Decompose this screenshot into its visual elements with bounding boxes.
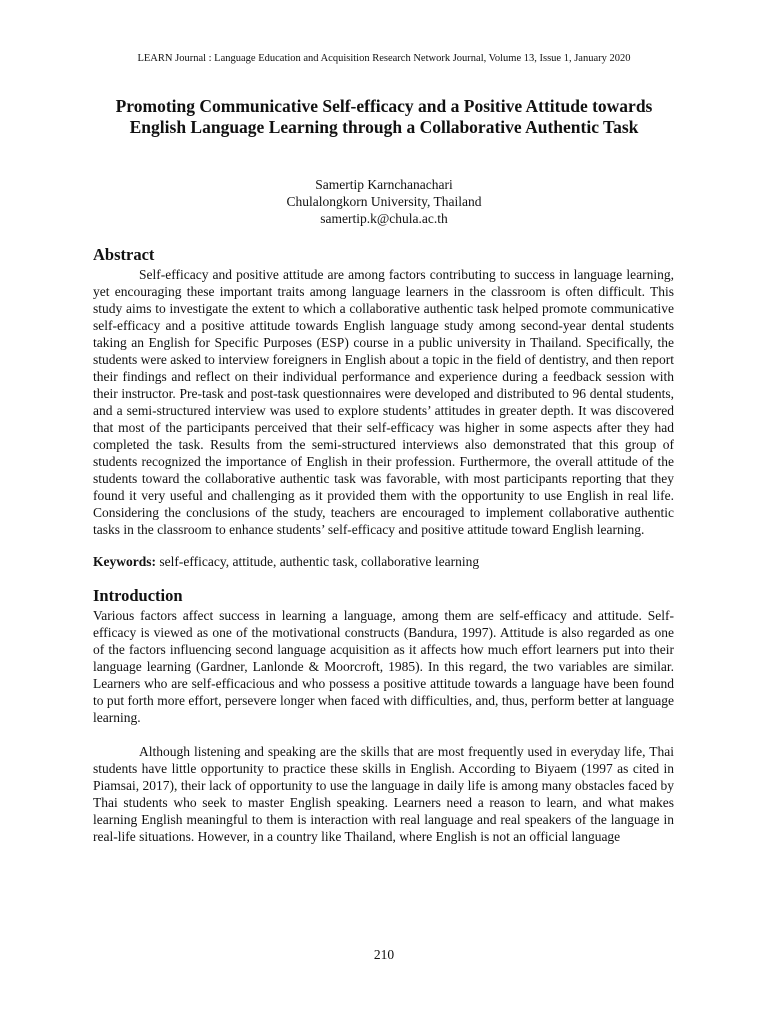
author-affiliation: Chulalongkorn University, Thailand [286, 194, 482, 209]
keywords-text: self-efficacy, attitude, authentic task, collaborative learning [156, 554, 480, 569]
page-number: 210 [373, 947, 395, 962]
running-head: LEARN Journal : Language Education and Acquisition Research Network Journal, Volume 13, Issue 1, January 2020 [137, 53, 631, 64]
introduction-heading: Introduction [93, 586, 183, 605]
paper-title: Promoting Communicative Self-efficacy and a Positive Attitude towards English Language Learning through a Collaborative Authentic Task [115, 96, 653, 137]
paper-body [93, 244, 674, 845]
abstract-text: Self-efficacy and positive attitude are among factors contributing to success in language learning, yet encouraging these important traits among language learners in the classroom is often difficult. This study aims to investigate the extent to which a collaborative authentic task helped promote communicative self-efficacy and a positive attitude towards English language study among second-year dental students taking an English for Specific Purposes (ESP) course in a public university in Thailand. Specifically, the students were asked to interview foreigners in English about a topic in the field of dentistry, and then report their findings and reflect on their individual performance and experience during a feedback session with their instructor. Pre-task and post-task questionnaires were developed and distributed to 96 dental students, and a semi-structured interview was used to explore students’ attitudes in greater depth. It was discovered that most of the participants perceived that their self-efficacy was higher in some aspects after they had completed the task. Results from the semi-structured interviews also demonstrated that this group of students recognized the importance of English in their profession. Furthermore, the overall attitude of the students toward the collaborative authentic task was favorable, with most participants reporting that they found it very useful and challenging as it provided them with the opportunity to use English in real life. Considering the conclusions of the study, teachers are encouraged to implement collaborative authentic tasks in the classroom to enhance students’ self-efficacy and positive attitude toward English learning. [93, 267, 674, 537]
author-name: Samertip Karnchanachari [315, 177, 453, 192]
author-email: samertip.k@chula.ac.th [320, 211, 448, 226]
abstract-heading: Abstract [93, 245, 155, 264]
author-block [0, 176, 768, 227]
introduction-paragraph-1: Various factors affect success in learning a language, among them are self-efficacy and attitude. Self-efficacy is viewed as one of the motivational constructs (Bandura, 1997). Attitude is also regarded as one of the factors influencing second language acquisition as it affects how much effort learners put into their language learning (Gardner, Lanlonde & Moorcroft, 1985). In this regard, the two variables are similar. Learners who are self-efficacious and who possess a positive attitude towards a language have been found to put forth more effort, persevere longer when faced with difficulties, and, thus, perform better at language learning. [93, 608, 674, 725]
keywords-line [93, 553, 674, 570]
introduction-paragraph-2: Although listening and speaking are the skills that are most frequently used in everyday life, Thai students have little opportunity to practice these skills in English. According to Biyaem (1997 as cited in Piamsai, 2017), their lack of opportunity to use the language in daily life is among many obstacles faced by Thai students who seek to master English speaking. Learners need a reason to learn, and what makes learning English meaningful to them is interaction with real language and real speakers of the language in real-life situations. However, in a country like Thailand, where English is not an official language [93, 744, 674, 844]
keywords-label: Keywords: [93, 554, 156, 569]
